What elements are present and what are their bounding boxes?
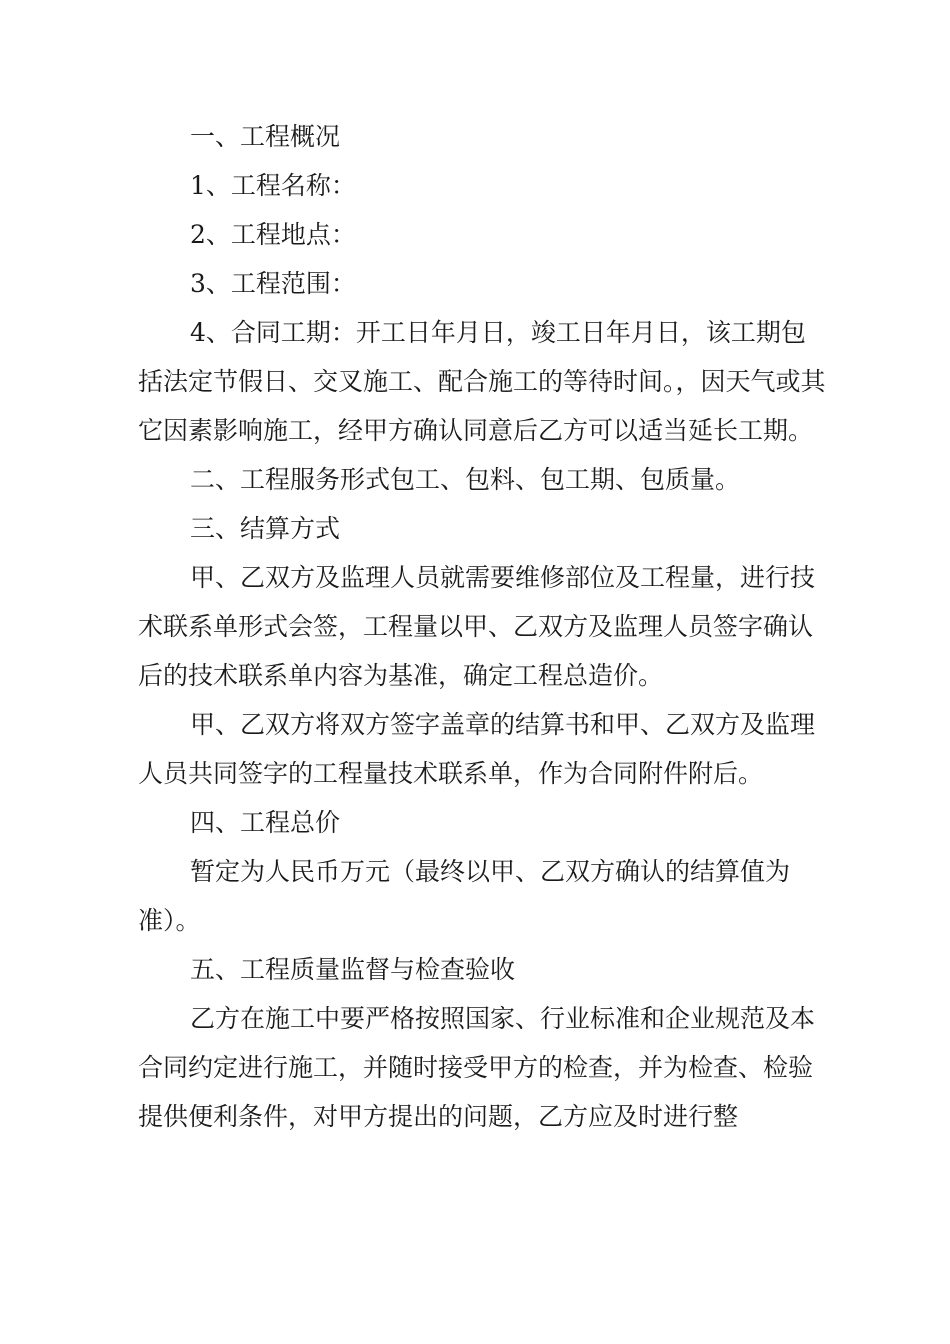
settlement-paragraph-2: 甲、乙双方将双方签字盖章的结算书和甲、乙双方及监理人员共同签字的工程量技术联系单，作为合同附件附后。 <box>138 710 816 788</box>
total-price-paragraph: 暂定为人民币万元（最终以甲、乙双方确认的结算值为准）。 <box>138 857 791 935</box>
project-location-line: 2、工程地点： <box>190 220 356 249</box>
contract-period-paragraph: 4、合同工期：开工日年月日，竣工日年月日，该工期包括法定节假日、交叉施工、配合施工的等待时间。，因天气或其它因素影响施工，经甲方确认同意后乙方可以适当延长工期。 <box>138 318 826 445</box>
section-heading-total-price: 四、工程总价 <box>190 808 341 837</box>
section-heading-overview: 一、工程概况 <box>190 122 341 151</box>
service-form-paragraph: 二、工程服务形式包工、包料、包工期、包质量。 <box>190 465 741 494</box>
section-heading-settlement: 三、结算方式 <box>190 514 341 543</box>
project-scope-line: 3、工程范围： <box>190 269 356 298</box>
quality-paragraph: 乙方在施工中要严格按照国家、行业标准和企业规范及本合同约定进行施工，并随时接受甲方的检查，并为检查、检验提供便利条件，对甲方提出的问题，乙方应及时进行整 <box>138 1004 816 1131</box>
document-body <box>138 112 828 1141</box>
project-name-line: 1、工程名称： <box>190 171 356 200</box>
section-heading-quality: 五、工程质量监督与检查验收 <box>190 955 516 984</box>
settlement-paragraph-1: 甲、乙双方及监理人员就需要维修部位及工程量，进行技术联系单形式会签，工程量以甲、乙双方及监理人员签字确认后的技术联系单内容为基准，确定工程总造价。 <box>138 563 816 690</box>
